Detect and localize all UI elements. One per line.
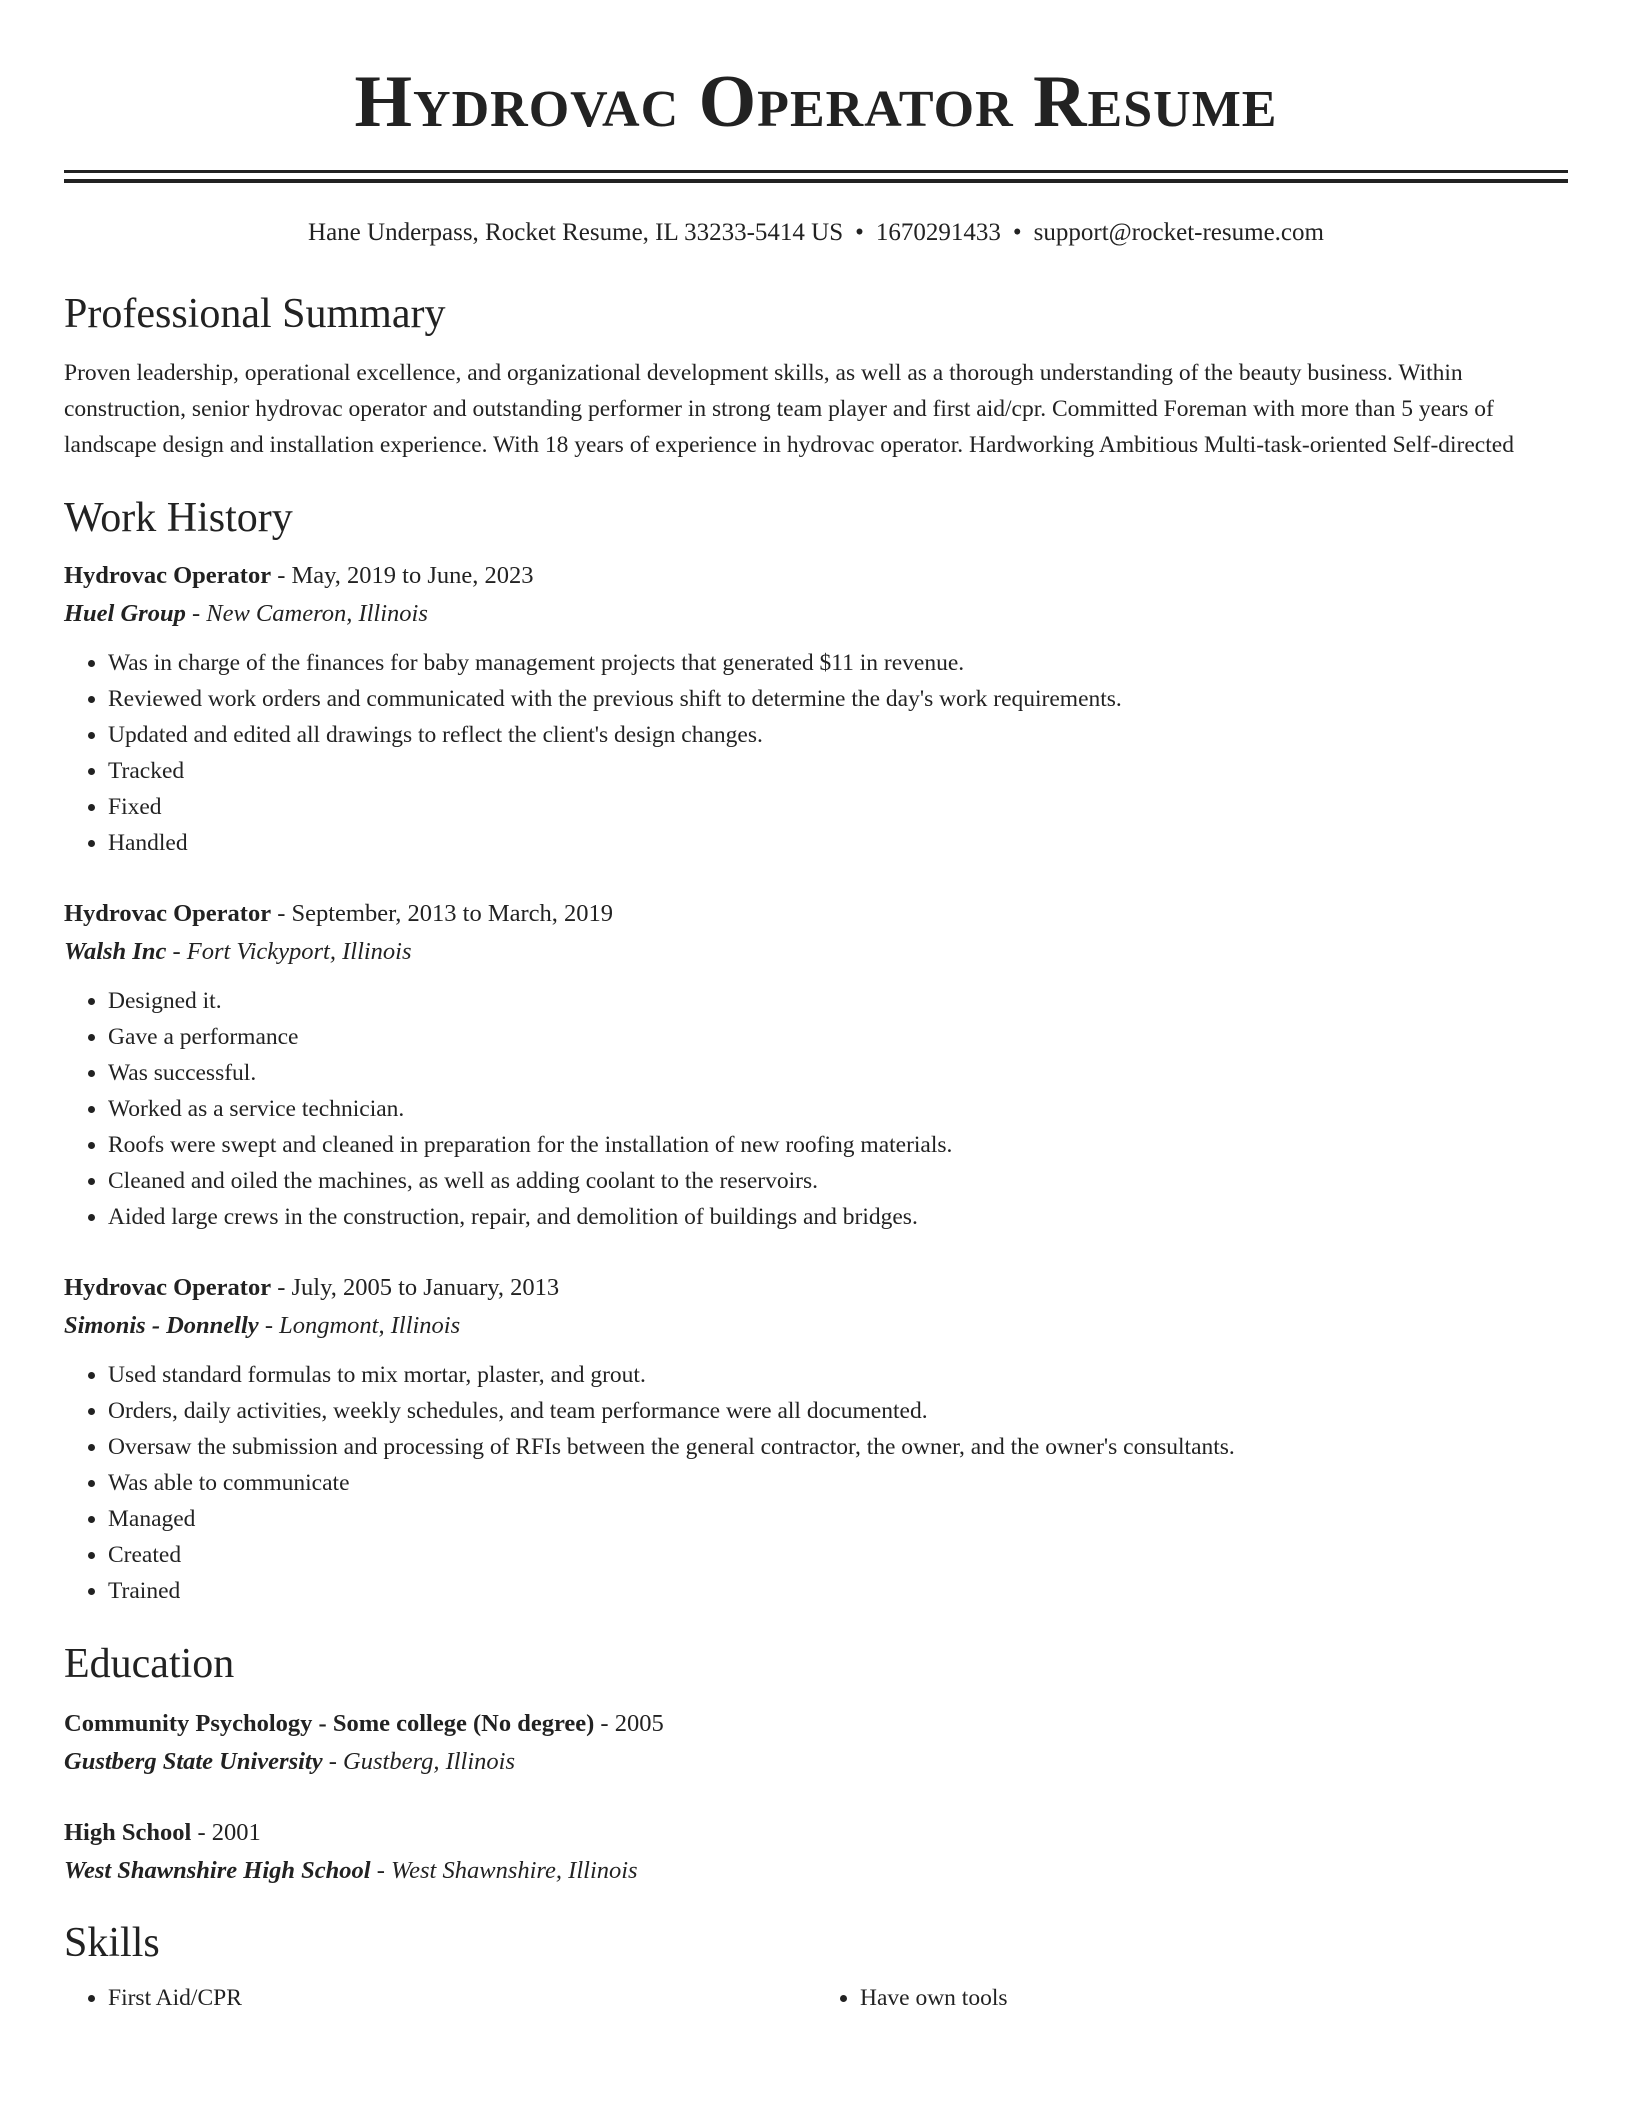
contact-separator: • <box>1012 219 1022 246</box>
education-school-line <box>64 1852 1568 1890</box>
resume-title: Hydrovac Operator Resume <box>354 61 1278 143</box>
education-year: - 2005 <box>594 1710 664 1737</box>
job-title: Hydrovac Operator <box>64 562 272 589</box>
job-title-line <box>64 895 1568 933</box>
skill-item: • Have own tools <box>860 1980 1568 2016</box>
education-entry <box>64 1705 1568 1781</box>
skill-item: • First Aid/CPR <box>108 1980 816 2016</box>
job-entry <box>64 557 1568 861</box>
skills-column-right <box>816 1980 1568 2016</box>
education-degree: High School <box>64 1819 192 1846</box>
job-bullet: • Orders, daily activities, weekly schedules, and team performance were all documented. <box>108 1393 1568 1429</box>
job-bullet-list <box>64 1357 1568 1609</box>
job-title-line <box>64 557 1568 595</box>
job-bullet: • Was successful. <box>108 1055 1568 1091</box>
education-degree: Community Psychology - Some college (No degree) <box>64 1710 595 1737</box>
job-company-line <box>64 595 1568 633</box>
contact-address: Hane Underpass, Rocket Resume, IL 33233-5414 US <box>308 219 844 246</box>
skills-column-left <box>64 1980 816 2016</box>
job-bullet: • Tracked <box>108 753 1568 789</box>
contact-email: support@rocket-resume.com <box>1033 219 1324 246</box>
job-company-line <box>64 1307 1568 1345</box>
job-bullet: • Handled <box>108 825 1568 861</box>
job-bullet: • Updated and edited all drawings to reflect the client's design changes. <box>108 717 1568 753</box>
summary-text: Proven leadership, operational excellence, and organizational development skills, as well as a thorough understanding of the beauty business. Within construction, senior hydrovac operator and outstanding performer in strong team player and first aid/cpr. Committed Foreman with more than 5 years of landscape design and installation experience. With 18 years of experience in hydrovac operator. Hardworking Ambitious Multi-task-oriented Self-directed <box>64 360 1514 458</box>
job-bullet: • Worked as a service technician. <box>108 1091 1568 1127</box>
education-degree-line <box>64 1705 1568 1743</box>
job-bullet: • Cleaned and oiled the machines, as well as adding coolant to the reservoirs. <box>108 1163 1568 1199</box>
job-bullet: • Was in charge of the finances for baby management projects that generated $11 in revenue. <box>108 645 1568 681</box>
job-bullet: • Fixed <box>108 789 1568 825</box>
job-bullet: • Roofs were swept and cleaned in preparation for the installation of new roofing materials. <box>108 1127 1568 1163</box>
job-dates: - September, 2013 to March, 2019 <box>271 900 614 927</box>
skills-heading: Skills <box>64 1920 160 1966</box>
education-school-line <box>64 1743 1568 1781</box>
job-entry <box>64 895 1568 1235</box>
job-bullet: • Created <box>108 1537 1568 1573</box>
education-location: - Gustberg, Illinois <box>322 1748 515 1775</box>
job-bullet: • Reviewed work orders and communicated with the previous shift to determine the day's work requirements. <box>108 681 1568 717</box>
summary-heading: Professional Summary <box>64 291 446 337</box>
job-location: - New Cameron, Illinois <box>185 600 428 627</box>
job-location: - Fort Vickyport, Illinois <box>166 938 412 965</box>
education-location: - West Shawnshire, Illinois <box>370 1857 638 1884</box>
education-degree-line <box>64 1814 1568 1852</box>
title-divider-top <box>64 170 1568 173</box>
job-bullet: • Was able to communicate <box>108 1465 1568 1501</box>
contact-phone: 1670291433 <box>875 219 1001 246</box>
education-school: West Shawnshire High School <box>64 1857 371 1884</box>
job-bullet: • Aided large crews in the construction, repair, and demolition of buildings and bridges. <box>108 1199 1568 1235</box>
job-title: Hydrovac Operator <box>64 900 272 927</box>
work-history-heading: Work History <box>64 495 293 541</box>
education-year: - 2001 <box>191 1819 261 1846</box>
education-heading: Education <box>64 1641 235 1687</box>
title-divider-bottom <box>64 179 1568 183</box>
job-company: Huel Group <box>64 600 186 627</box>
job-bullet-list <box>64 983 1568 1235</box>
education-school: Gustberg State University <box>64 1748 323 1775</box>
job-bullet: • Oversaw the submission and processing of RFIs between the general contractor, the owner, and the owner's consultants. <box>108 1429 1568 1465</box>
contact-line <box>64 217 1568 249</box>
contact-separator: • <box>855 219 864 246</box>
job-location: - Longmont, Illinois <box>258 1312 461 1339</box>
skills-grid <box>64 1980 1568 2016</box>
education-entry <box>64 1814 1568 1890</box>
job-bullet: • Gave a performance <box>108 1019 1568 1055</box>
job-entry <box>64 1269 1568 1609</box>
job-company-line <box>64 933 1568 971</box>
job-dates: - May, 2019 to June, 2023 <box>271 562 534 589</box>
job-company: Simonis - Donnelly <box>64 1312 259 1339</box>
job-title: Hydrovac Operator <box>64 1274 272 1301</box>
job-bullet-list <box>64 645 1568 861</box>
job-dates: - July, 2005 to January, 2013 <box>271 1274 560 1301</box>
job-company: Walsh Inc <box>64 938 167 965</box>
job-bullet: • Managed <box>108 1501 1568 1537</box>
job-title-line <box>64 1269 1568 1307</box>
job-bullet: • Used standard formulas to mix mortar, plaster, and grout. <box>108 1357 1568 1393</box>
job-bullet: • Trained <box>108 1573 1568 1609</box>
job-bullet: • Designed it. <box>108 983 1568 1019</box>
